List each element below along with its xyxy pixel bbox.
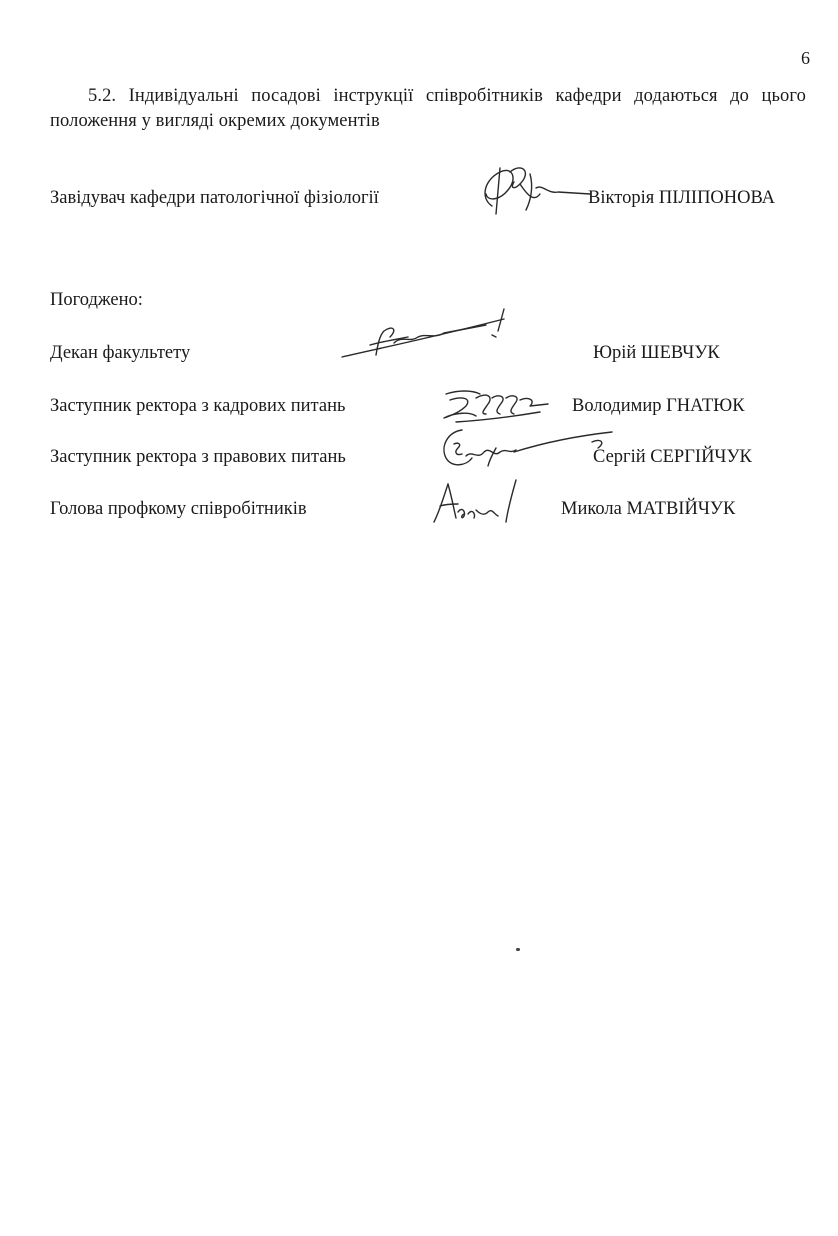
paragraph-5-2: 5.2. Індивідуальні посадові інструкції співробітників кафедри додаються до цього положення у вигляді окремих документів (50, 86, 806, 131)
page-number: 6 (801, 48, 810, 68)
signature-piliponova (470, 158, 595, 220)
signature-shevchuk (336, 305, 516, 365)
signatory-title: Декан факультету (50, 343, 191, 363)
signatory-title: Заступник ректора з правових питань (50, 447, 346, 467)
ink-speck (516, 948, 520, 951)
signatory-name: Володимир ГНАТЮК (572, 396, 745, 416)
signature-matviichuk (430, 474, 530, 530)
signatory-title: Голова профкому співробітників (50, 499, 307, 519)
signatory-name: Юрій ШЕВЧУК (593, 343, 720, 363)
signatory-name: Сергій СЕРГІЙЧУК (593, 447, 752, 467)
head-of-department-title: Завідувач кафедри патологічної фізіології (50, 188, 379, 208)
signatory-title: Заступник ректора з кадрових питань (50, 396, 346, 416)
signature-hnatiuk (436, 386, 556, 426)
head-of-department-name: Вікторія ПІЛІПОНОВА (588, 188, 776, 208)
approved-label: Погоджено: (50, 290, 143, 310)
signatory-name: Микола МАТВІЙЧУК (561, 499, 736, 519)
signature-serhiichuk (436, 422, 616, 482)
